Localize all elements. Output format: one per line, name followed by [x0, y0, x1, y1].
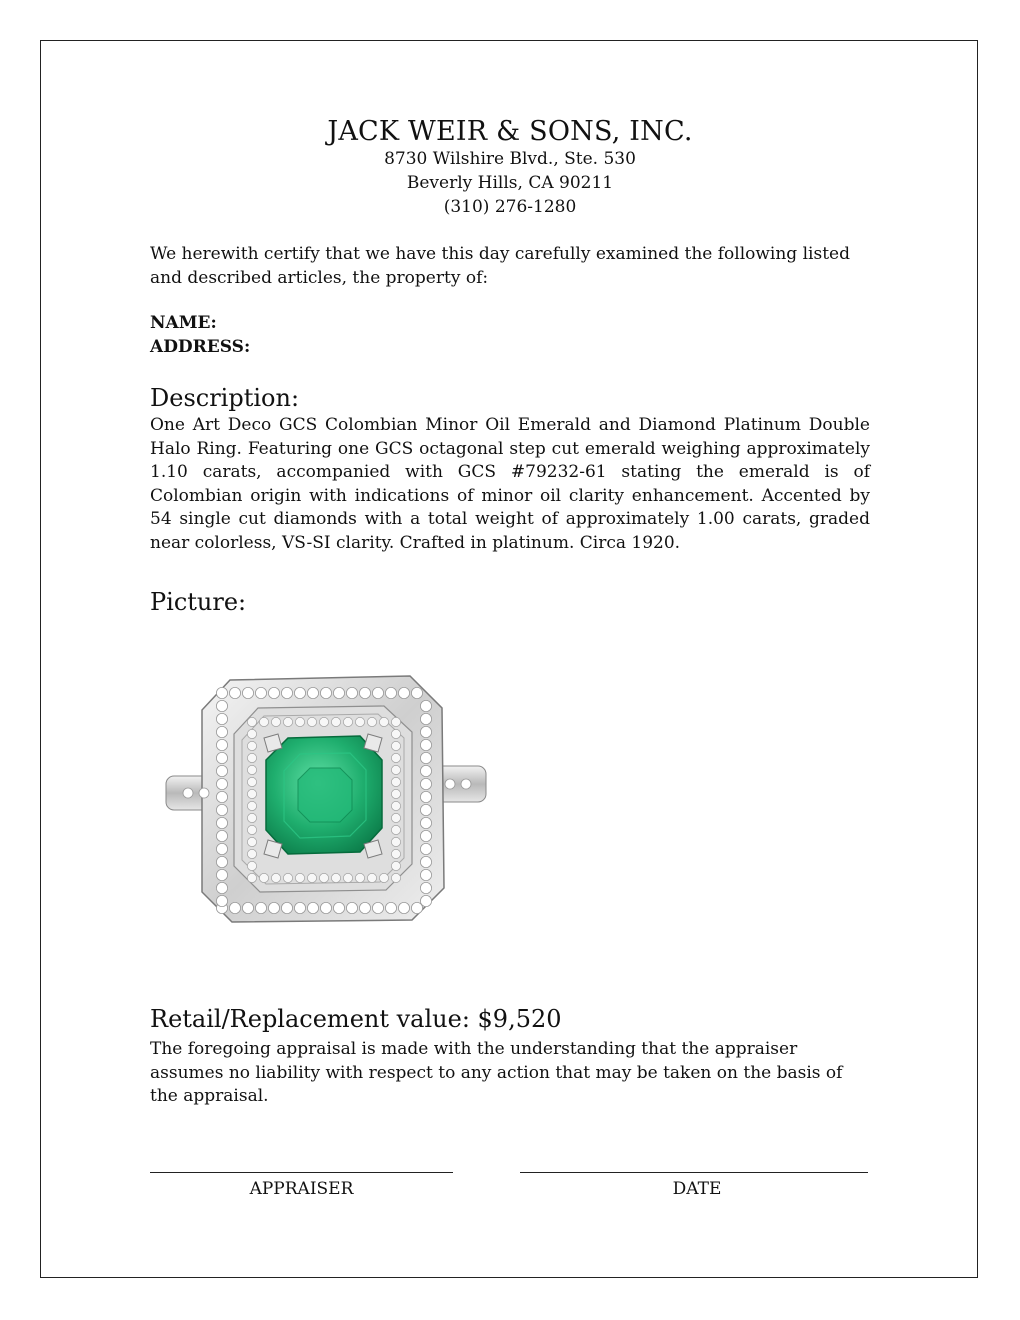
description-heading: Description:	[150, 384, 300, 412]
halo-diamond	[247, 765, 256, 774]
halo-diamond	[216, 765, 227, 776]
disclaimer-text: The foregoing appraisal is made with the understanding that the appraiser assumes no liability with respect to any action that may be taken on the basis of the appraisal.	[150, 1039, 843, 1106]
halo-diamond	[391, 717, 400, 726]
halo-diamond	[420, 713, 431, 724]
halo-diamond	[281, 687, 292, 698]
company-address-line1: 8730 Wilshire Blvd., Ste. 530	[384, 149, 636, 169]
halo-diamond	[242, 902, 253, 913]
halo-diamond	[391, 801, 400, 810]
replacement-value: Retail/Replacement value: $9,520	[150, 1005, 562, 1033]
halo-diamond	[420, 869, 431, 880]
halo-diamond	[391, 837, 400, 846]
halo-diamond	[247, 849, 256, 858]
halo-diamond	[216, 817, 227, 828]
halo-diamond	[216, 739, 227, 750]
halo-diamond	[391, 861, 400, 870]
halo-diamond	[247, 717, 256, 726]
halo-diamond	[391, 753, 400, 762]
halo-diamond	[247, 825, 256, 834]
halo-diamond	[391, 789, 400, 798]
halo-diamond	[346, 902, 357, 913]
halo-diamond	[320, 687, 331, 698]
halo-diamond	[343, 873, 352, 882]
halo-diamond	[331, 873, 340, 882]
halo-diamond	[331, 717, 340, 726]
halo-diamond	[281, 902, 292, 913]
picture-heading: Picture:	[150, 588, 247, 616]
halo-diamond	[294, 687, 305, 698]
halo-diamond	[398, 902, 409, 913]
halo-diamond	[247, 861, 256, 870]
halo-diamond	[367, 873, 376, 882]
halo-diamond	[391, 777, 400, 786]
halo-diamond	[420, 830, 431, 841]
halo-diamond	[247, 777, 256, 786]
halo-diamond	[379, 873, 388, 882]
company-address-line2: Beverly Hills, CA 90211	[406, 173, 614, 193]
name-label: NAME:	[150, 313, 217, 333]
halo-diamond	[420, 817, 431, 828]
halo-diamond	[367, 717, 376, 726]
halo-diamond	[420, 895, 431, 906]
halo-diamond	[379, 717, 388, 726]
halo-diamond	[391, 741, 400, 750]
halo-diamond	[255, 687, 266, 698]
halo-diamond	[216, 804, 227, 815]
halo-diamond	[355, 717, 364, 726]
description-text: One Art Deco GCS Colombian Minor Oil Emerald and Diamond Platinum Double Halo Ring. Featuring one GCS octagonal step cut emerald weighing approximately 1.10 carats, accompanied with GCS #79232-61 stating the emerald is of Colombian origin with indications of minor oil clarity enhancement. Accented by 54 single cut diamonds with a total weight of approximately 1.00 carats, graded near colorless, VS-SI clarity. Crafted in platinum. Circa 1920.	[150, 415, 870, 553]
halo-diamond	[271, 873, 280, 882]
halo-diamond	[346, 687, 357, 698]
halo-diamond	[216, 778, 227, 789]
halo-diamond	[333, 687, 344, 698]
halo-diamond	[385, 687, 396, 698]
halo-diamond	[355, 873, 364, 882]
halo-diamond	[216, 726, 227, 737]
halo-diamond	[420, 856, 431, 867]
halo-diamond	[283, 717, 292, 726]
halo-diamond	[216, 895, 227, 906]
halo-diamond	[229, 902, 240, 913]
halo-diamond	[307, 717, 316, 726]
band-diamond	[199, 788, 209, 798]
halo-diamond	[420, 791, 431, 802]
halo-diamond	[216, 752, 227, 763]
halo-diamond	[295, 717, 304, 726]
band-diamond	[183, 788, 193, 798]
halo-diamond	[216, 700, 227, 711]
halo-diamond	[420, 752, 431, 763]
halo-diamond	[229, 687, 240, 698]
halo-diamond	[307, 902, 318, 913]
halo-diamond	[295, 873, 304, 882]
halo-diamond	[216, 856, 227, 867]
halo-diamond	[283, 873, 292, 882]
halo-diamond	[259, 873, 268, 882]
halo-diamond	[216, 830, 227, 841]
halo-diamond	[391, 825, 400, 834]
halo-diamond	[359, 902, 370, 913]
date-label: DATE	[672, 1179, 722, 1199]
halo-diamond	[271, 717, 280, 726]
halo-diamond	[247, 873, 256, 882]
halo-diamond	[343, 717, 352, 726]
ring-photo	[160, 668, 492, 930]
address-label: ADDRESS:	[150, 337, 251, 357]
halo-diamond	[259, 717, 268, 726]
halo-diamond	[216, 687, 227, 698]
company-name: JACK WEIR & SONS, INC.	[327, 116, 693, 147]
halo-diamond	[247, 801, 256, 810]
appraiser-label: APPRAISER	[249, 1179, 354, 1199]
halo-diamond	[411, 687, 422, 698]
halo-diamond	[247, 741, 256, 750]
halo-diamond	[255, 902, 266, 913]
halo-diamond	[420, 778, 431, 789]
halo-diamond	[420, 765, 431, 776]
halo-diamond	[216, 882, 227, 893]
halo-diamond	[247, 753, 256, 762]
halo-diamond	[385, 902, 396, 913]
company-phone: (310) 276-1280	[443, 197, 577, 217]
halo-diamond	[247, 789, 256, 798]
halo-diamond	[398, 687, 409, 698]
halo-diamond	[420, 739, 431, 750]
halo-diamond	[391, 729, 400, 738]
halo-diamond	[319, 873, 328, 882]
halo-diamond	[372, 902, 383, 913]
halo-diamond	[391, 849, 400, 858]
halo-diamond	[307, 873, 316, 882]
halo-diamond	[216, 713, 227, 724]
halo-diamond	[216, 791, 227, 802]
halo-diamond	[420, 700, 431, 711]
halo-diamond	[420, 882, 431, 893]
halo-diamond	[247, 813, 256, 822]
date-signature-line	[520, 1172, 868, 1173]
halo-diamond	[319, 717, 328, 726]
certification-intro: We herewith certify that we have this day carefully examined the following listed and described articles, the property of:	[150, 244, 850, 288]
halo-diamond	[359, 687, 370, 698]
halo-diamond	[333, 902, 344, 913]
halo-diamond	[420, 726, 431, 737]
halo-diamond	[320, 902, 331, 913]
halo-diamond	[372, 687, 383, 698]
halo-diamond	[391, 765, 400, 774]
halo-diamond	[268, 687, 279, 698]
halo-diamond	[216, 843, 227, 854]
band-diamond	[445, 779, 455, 789]
halo-diamond	[391, 873, 400, 882]
appraiser-signature-line	[150, 1172, 453, 1173]
halo-diamond	[294, 902, 305, 913]
halo-diamond	[307, 687, 318, 698]
halo-diamond	[391, 813, 400, 822]
halo-diamond	[247, 837, 256, 846]
halo-diamond	[242, 687, 253, 698]
halo-diamond	[247, 729, 256, 738]
halo-diamond	[216, 869, 227, 880]
halo-diamond	[420, 804, 431, 815]
band-diamond	[461, 779, 471, 789]
halo-diamond	[268, 902, 279, 913]
halo-diamond	[420, 843, 431, 854]
